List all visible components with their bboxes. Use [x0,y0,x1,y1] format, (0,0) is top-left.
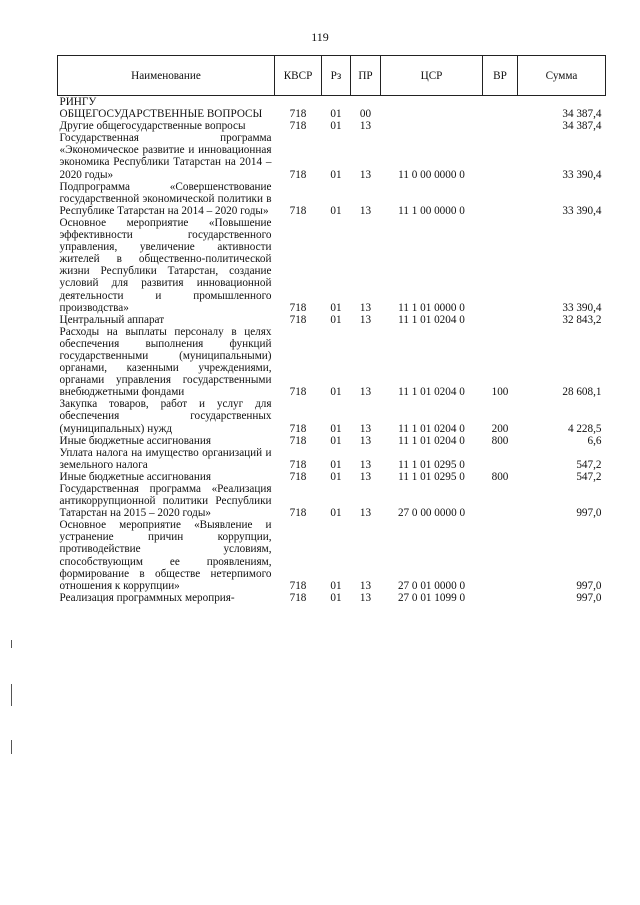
row-sum: 4 228,5 [567,422,602,435]
row-csr: 27 0 01 0000 0 [397,579,466,592]
row-kvsr [275,96,322,109]
row-sum: 28 608,1 [562,386,602,399]
row-pr: 13 [359,120,372,133]
row-csr: 11 1 01 0204 0 [398,386,465,399]
row-vr [483,96,518,109]
row-kvsr: 718 [289,507,307,520]
row-csr: 11 1 01 0295 0 [398,458,465,471]
row-csr [381,108,483,120]
table-row [58,398,606,434]
row-vr: 200 [491,422,509,435]
row-vr: 800 [491,434,509,447]
row-kvsr: 718 [289,204,307,217]
row-pr: 13 [359,422,372,435]
row-rz [322,96,351,109]
header-kvsr: КВСР [275,56,322,96]
row-csr: 11 1 01 0000 0 [398,301,465,314]
row-kvsr: 718 [289,458,307,471]
table-row [58,519,606,592]
row-kvsr: 718 [289,301,307,314]
header-csr: ЦСР [381,56,483,96]
row-name: Государственная программа «Реализация антикоррупционной политики Республики Татарстан на 2015 – 2020 годы» [59,483,272,520]
row-csr: 11 1 01 0295 0 [398,470,465,483]
row-kvsr: 718 [289,313,307,326]
row-kvsr: 718 [289,470,307,483]
table-row [58,326,606,399]
margin-mark [11,740,12,754]
row-sum: 997,0 [576,507,602,520]
row-vr: 800 [491,470,509,483]
row-csr: 27 0 00 0000 0 [397,507,466,520]
margin-mark [11,684,12,706]
row-sum: 32 843,2 [562,313,602,326]
row-vr: 100 [491,386,509,399]
row-vr [483,314,518,326]
row-rz: 01 [330,591,342,604]
row-vr [483,447,518,471]
row-name: РИНГУ [59,96,97,108]
row-csr: 11 1 00 0000 0 [398,204,465,217]
row-sum: 997,0 [576,579,602,592]
table-row [58,96,606,109]
row-vr [483,108,518,120]
table-row [58,132,606,180]
row-sum: 33 390,4 [562,168,602,181]
row-csr: 11 0 00 0000 0 [398,168,465,181]
table-row [58,217,606,314]
row-csr [381,120,483,132]
row-vr [483,181,518,217]
row-vr [483,132,518,180]
row-rz: 01 [330,434,342,447]
row-pr: 13 [359,168,372,181]
row-name: ОБЩЕГОСУДАРСТВЕННЫЕ ВОПРОСЫ [59,108,263,121]
row-pr [351,96,381,109]
row-csr: 11 1 01 0204 0 [398,434,465,447]
row-rz: 01 [330,579,342,592]
row-name: Центральный аппарат [59,313,165,326]
row-rz: 01 [330,458,342,471]
row-kvsr: 718 [289,120,307,133]
row-sum: 547,2 [576,458,602,471]
row-pr: 13 [359,386,372,399]
row-sum: 6,6 [587,434,602,447]
row-sum: 33 390,4 [562,301,602,314]
row-name: Основное мероприятие «Повышение эффективности государственного управления, увеличение активности жителей в общественно-политической жизни Республики Татарстан, создание условий для развития инновационной деятельности и промышленного производства» [59,216,272,314]
row-name: Иные бюджетные ассигнования [59,470,211,483]
row-kvsr: 718 [289,168,307,181]
row-rz: 01 [330,507,342,520]
table-body [58,96,606,604]
margin-mark [11,640,12,648]
budget-table [57,55,606,604]
table-row [58,447,606,471]
row-kvsr: 718 [289,434,307,447]
row-csr: 11 1 01 0204 0 [398,313,465,326]
row-rz: 01 [330,422,342,435]
row-pr: 13 [359,591,372,604]
row-pr: 13 [359,507,372,520]
row-name: Иные бюджетные ассигнования [59,434,211,447]
row-sum: 997,0 [576,591,602,604]
row-sum: 33 390,4 [562,204,602,217]
row-name: Расходы на выплаты персоналу в целях обеспечения выполнения функций государственными (муниципальными) органами, казенными учреждениями, органами управления государственными внебюджетными фондами [59,325,272,399]
row-kvsr: 718 [289,108,307,121]
row-sum [518,96,606,109]
row-sum: 34 387,4 [562,108,602,121]
table-row [58,435,606,447]
row-pr: 13 [359,579,372,592]
row-vr [483,217,518,314]
row-name: Закупка товаров, работ и услуг для обеспечения государственных (муниципальных) нужд [59,398,272,435]
row-name: Основное мероприятие «Выявление и устранение причин коррупции, противодействие условиям, способствующим ее проявлениям, формирование в обществе нетерпимого отношения к коррупции» [59,519,272,592]
row-pr: 13 [359,313,372,326]
row-name: Уплата налога на имущество организаций и земельного налога [59,446,272,471]
row-vr [483,120,518,132]
row-rz: 01 [330,120,342,133]
page-number: 119 [311,30,329,44]
row-rz: 01 [330,168,342,181]
row-pr: 13 [359,434,372,447]
table-row [58,181,606,217]
row-name: Другие общегосударственные вопросы [59,120,246,133]
row-rz: 01 [330,108,342,121]
row-sum: 547,2 [576,470,602,483]
row-name: Государственная программа «Экономическое развитие и инновационная экономика Республики Татарстан на 2014 – 2020 годы» [59,132,272,181]
row-sum: 34 387,4 [562,120,602,133]
table-row [58,483,606,519]
header-sum: Сумма [518,56,606,96]
table-row [58,108,606,120]
header-rz: Рз [322,56,351,96]
row-csr: 11 1 01 0204 0 [398,422,465,435]
row-pr: 00 [359,108,372,121]
row-kvsr: 718 [289,422,307,435]
row-rz: 01 [330,204,342,217]
row-vr [483,519,518,592]
table-row [58,120,606,132]
row-vr [483,483,518,519]
row-rz: 01 [330,386,342,399]
table-header-row [58,56,606,96]
row-kvsr: 718 [289,591,307,604]
row-name: Реализация программных мероприя- [59,591,235,604]
row-csr: 27 0 01 1099 0 [397,591,466,604]
row-pr: 13 [359,204,372,217]
row-pr: 13 [359,301,372,314]
table-row [58,314,606,326]
row-kvsr: 718 [289,579,307,592]
row-pr: 13 [359,458,372,471]
row-name: Подпрограмма «Совершенствование государственной экономической политики в Республике Татарстан на 2014 – 2020 годы» [59,180,272,217]
row-pr: 13 [359,470,372,483]
row-rz: 01 [330,470,342,483]
table-row [58,592,606,604]
row-rz: 01 [330,313,342,326]
row-vr [483,592,518,604]
header-pr: ПР [351,56,381,96]
header-vr: ВР [483,56,518,96]
row-kvsr: 718 [289,386,307,399]
table-row [58,471,606,483]
row-csr [381,96,483,109]
row-rz: 01 [330,301,342,314]
header-name: Наименование [58,56,275,96]
